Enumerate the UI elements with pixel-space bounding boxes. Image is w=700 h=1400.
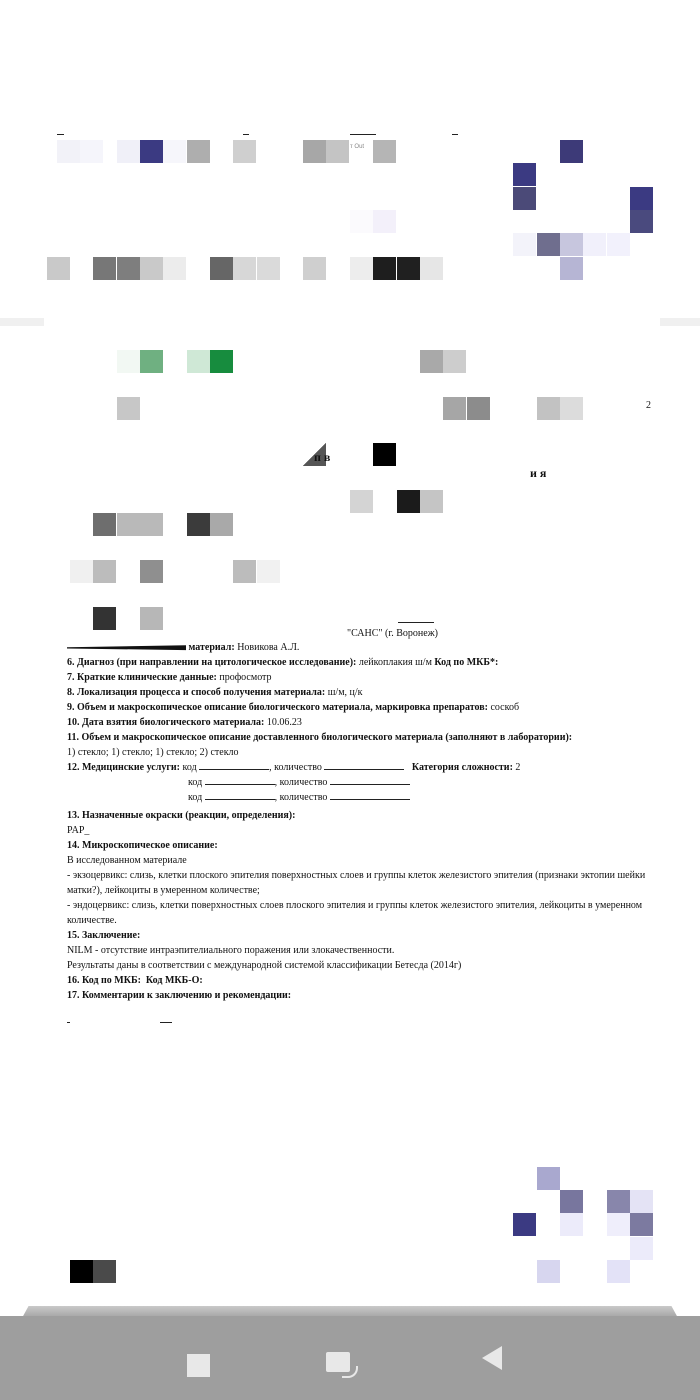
line-16: 16. Код по МКБ: Код МКБ-О: [67,975,203,986]
document-body [67,640,657,1003]
line-15-note: Результаты даны в соответствии с международной системой классификации Бетесда (2014г) [67,960,462,971]
line-11-value: 1) стекло; 1) стекло; 1) стекло; 2) стекло [67,747,239,758]
line-14-intro: В исследованном материале [67,855,187,866]
line-15-conclusion: NILM - отсутствие интраэпителиального поражения или злокачественности. [67,945,395,956]
home-nav-icon[interactable] [326,1352,350,1372]
line-11: 11. Объем и макроскопическое описание доставленного биологического материала (заполняют в лаборатории): [67,732,573,743]
header-fragment: т Out [350,144,365,150]
back-nav-icon[interactable] [482,1346,502,1370]
line-5: материал: Новикова А.Л. [67,640,657,655]
line-13: 13. Назначенные окраски (реакции, определения): [67,810,296,821]
lab-rule [398,622,434,623]
line-17: 17. Комментарии к заключению и рекомендации: [67,990,292,1001]
line-7: 7. Краткие клинические данные: профосмотр [67,672,272,683]
line-6: 6. Диагноз (при направлении на цитологическое исследование): лейкоплакия ш/м Код по МКБ*: [67,657,499,668]
line-10: 10. Дата взятия биологического материала: 10.06.23 [67,717,302,728]
signature-mark [67,1022,70,1023]
line-14: 14. Микроскопическое описание: [67,840,218,851]
line-13-value: PAP_ [67,825,90,836]
square-nav-icon[interactable] [187,1354,210,1377]
page-number: 2 [646,400,651,411]
title-fragment: и я [530,466,547,480]
line-12-service-3: код , количество [67,790,657,805]
signature-mark [160,1022,172,1023]
page-divider-left [0,318,44,326]
line-12: 12. Медицинские услуги: код , количество Категория сложности: 2 [67,762,521,773]
line-9: 9. Объем и макроскопическое описание биологического материала, маркировка препаратов: соскоб [67,702,520,713]
line-14-endocervix: - эндоцервикс: слизь, клетки поверхностных слоев плоского эпителия и группы клеток железистого эпителия, лейкоциты в умеренном количестве. [67,900,643,926]
header-rule [452,134,458,135]
title-fragment: п в [314,450,331,464]
line-15: 15. Заключение: [67,930,141,941]
system-navigation-bar [0,1316,700,1400]
line-8: 8. Локализация процесса и способ получения материала: ш/м, ц/к [67,687,363,698]
page-divider-right [660,318,700,326]
header-rule [243,134,249,135]
header-rule [57,134,64,135]
lab-name-fragment: "САНС" (г. Воронеж) [347,628,438,639]
header-rule [350,134,376,135]
line-12-service-2: код , количество [67,775,657,790]
line-14-exocervix: - экзоцервикс: слизь, клетки плоского эпителия поверхностных слоев и группы клеток железистого эпителия (признаки эктопии шейки матки?), лейкоциты в умеренном количестве; [67,870,646,896]
